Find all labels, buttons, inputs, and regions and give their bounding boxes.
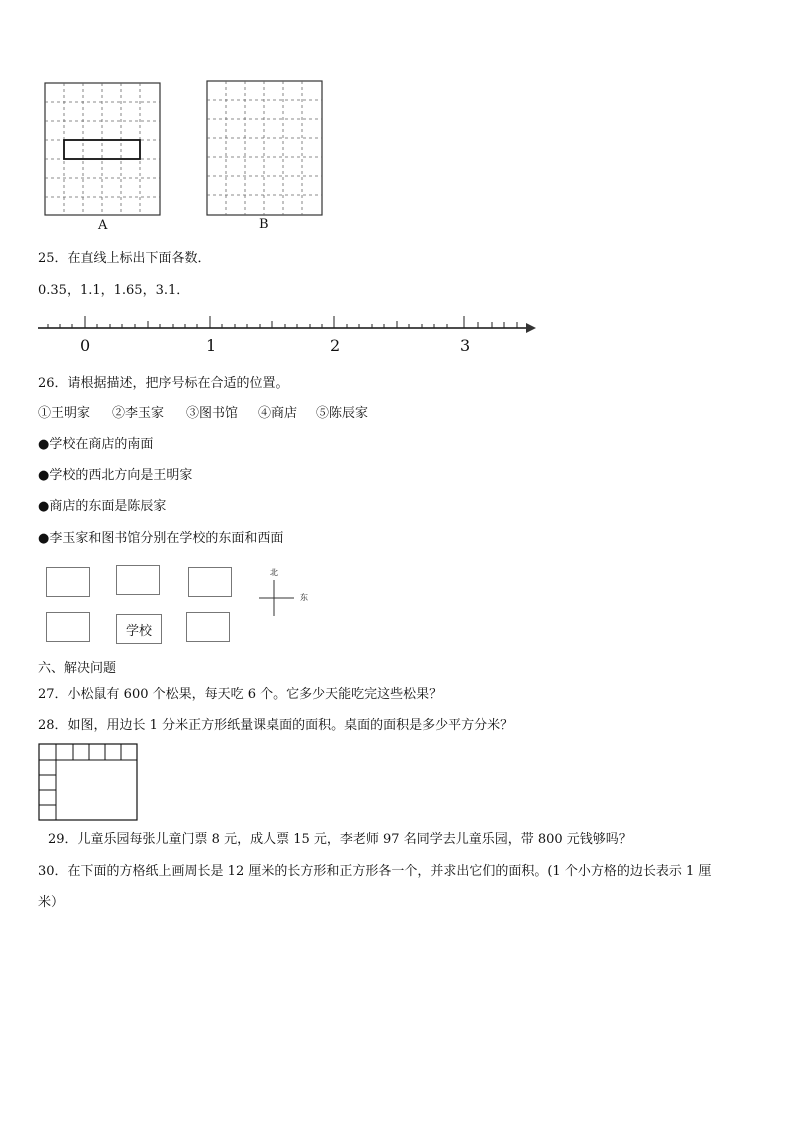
grid-b-label: B: [259, 217, 269, 232]
compass: [256, 570, 306, 624]
desk-figure: [38, 743, 140, 827]
tick-label-1: 1: [206, 336, 217, 355]
tick-label-0: 0: [80, 336, 91, 355]
q27-text: 27．小松鼠有 600 个松果，每天吃 6 个。它多少天能吃完这些松果？: [38, 687, 443, 702]
grid-a-label: A: [98, 218, 108, 233]
grid-a-svg: [44, 82, 164, 217]
q26-option-3: ③图书馆: [186, 406, 239, 421]
grid-b: [206, 80, 326, 224]
q26-option-4: ④商店: [258, 406, 298, 421]
q28-text: 28．如图，用边长 1 分米正方形纸量课桌面的面积。桌面的面积是多少平方分米？: [38, 718, 514, 733]
map-box-bottom-left[interactable]: [46, 612, 90, 642]
q26-clue-3: ●商店的东面是陈辰家: [38, 499, 167, 514]
q29-text: 29．儿童乐园每张儿童门票 8 元，成人票 15 元，李老师 97 名同学去儿童乐园，带 800 元钱够吗？: [48, 832, 632, 847]
q26-clue-2: ●学校的西北方向是王明家: [38, 468, 193, 483]
map-box-top-center[interactable]: [116, 565, 160, 595]
q25-title: 25．在直线上标出下面各数．: [38, 251, 211, 266]
grid-a: [44, 82, 164, 221]
q26-clue-1: ●学校在商店的南面: [38, 437, 154, 452]
compass-svg: [256, 570, 306, 620]
q26-title: 26．请根据描述，把序号标在合适的位置。: [38, 376, 289, 391]
compass-north-label: 北: [270, 568, 278, 577]
desk-figure-svg: [38, 743, 140, 823]
compass-east-label: 东: [300, 593, 308, 602]
school-label: 学校: [125, 623, 152, 639]
q26-option-2: ②李玉家: [112, 406, 165, 421]
q30-line-2: 米）: [38, 895, 65, 910]
map-box-top-left[interactable]: [46, 567, 90, 597]
grid-b-svg: [206, 80, 326, 220]
tick-label-2: 2: [330, 336, 341, 355]
map-box-bottom-right[interactable]: [186, 612, 230, 642]
tick-label-3: 3: [460, 336, 471, 355]
q26-clue-4: ●李玉家和图书馆分别在学校的东面和西面: [38, 531, 284, 546]
map-box-top-right[interactable]: [188, 567, 232, 597]
section-6-title: 六、解决问题: [38, 661, 117, 676]
q26-option-5: ⑤陈辰家: [316, 406, 369, 421]
map-box-school: [116, 614, 162, 644]
q30-line-1: 30．在下面的方格纸上画周长是 12 厘米的长方形和正方形各一个，并求出它们的面积。(1 个小方格的边长表示 1 厘: [38, 864, 712, 879]
q25-numbers: 0.35，1.1，1.65，3.1．: [38, 283, 190, 298]
q26-option-1: ①王明家: [38, 406, 91, 421]
